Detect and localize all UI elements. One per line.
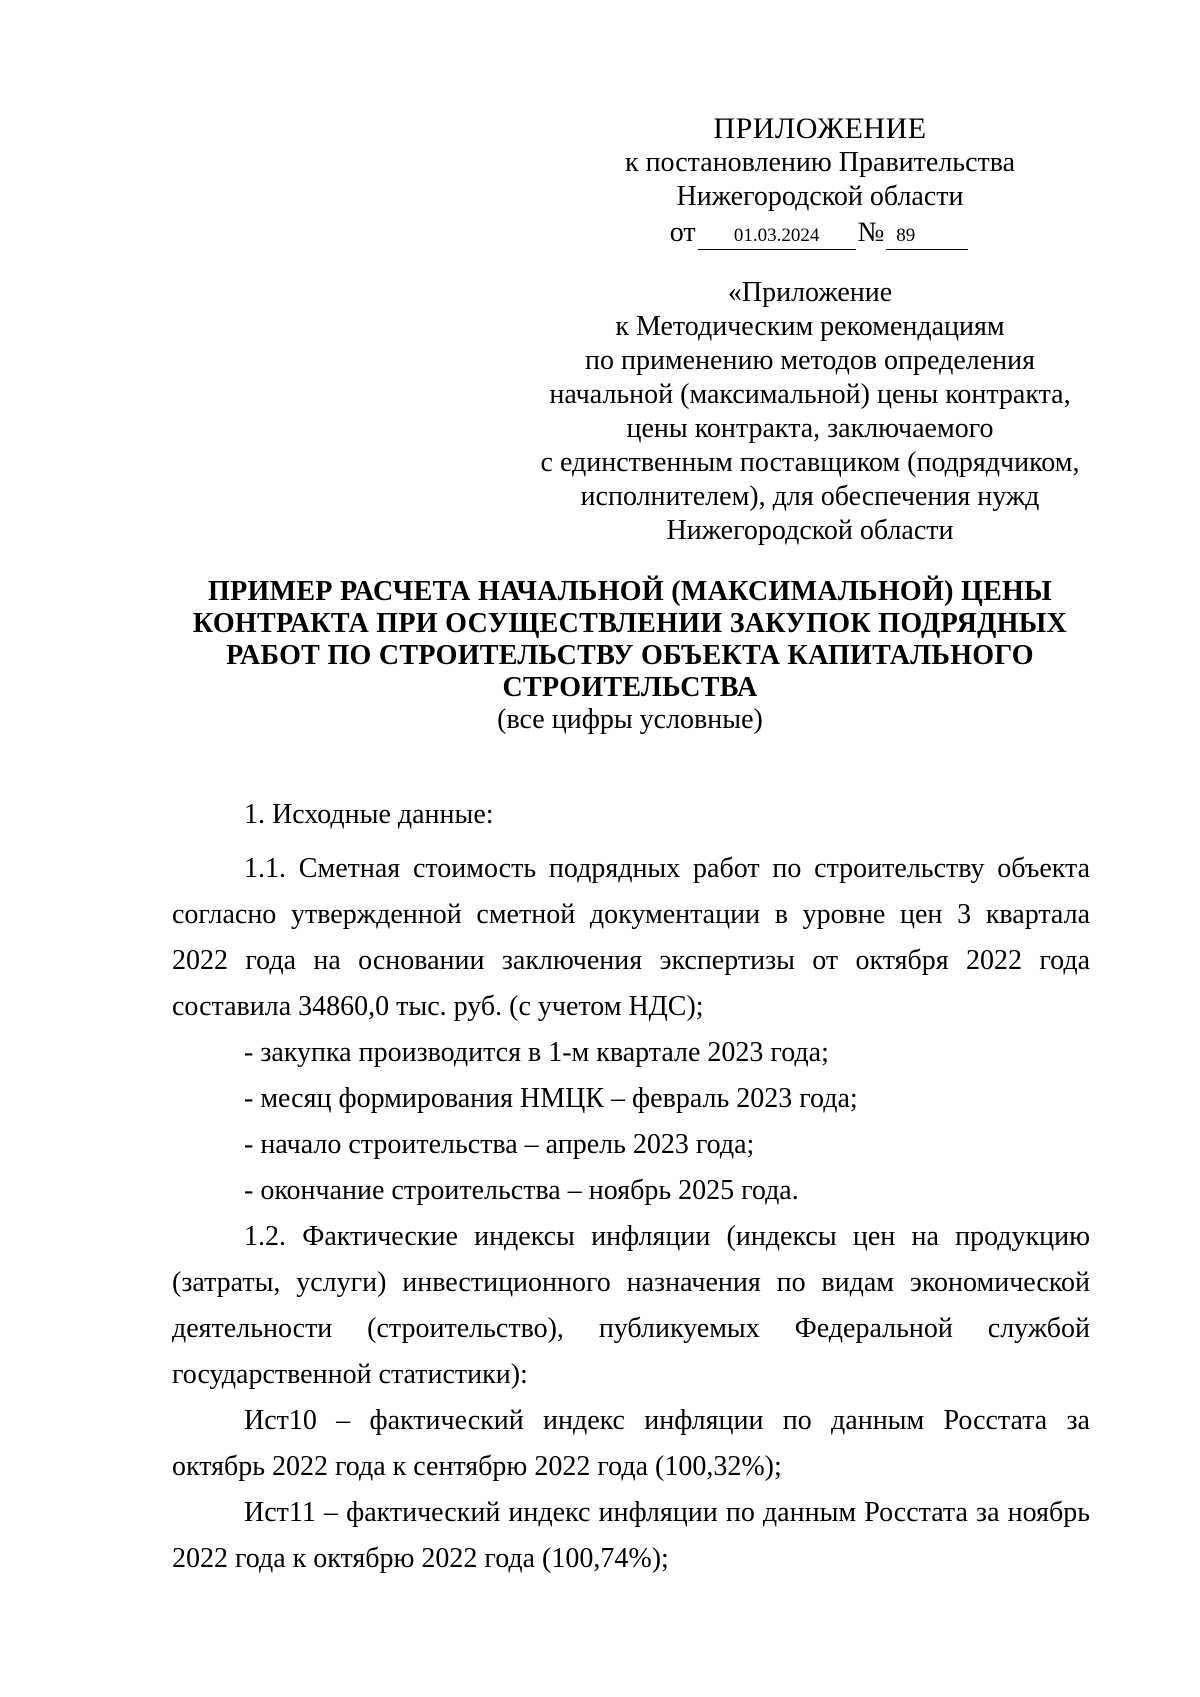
number-sign: № — [857, 217, 885, 248]
paragraph: 1.1. Сметная стоимость подрядных работ по строительству объекта согласно утвержденной сметной документации в уровне цен 3 квартала 2022 года на основании заключения экспертизы от октября 2022 года составила 34860,0 тыс. руб. (с учетом НДС); — [172, 853, 1090, 1022]
appendix-title: ПРИЛОЖЕНИЕ — [713, 112, 927, 145]
title-line: РАБОТ ПО СТРОИТЕЛЬСТВУ ОБЪЕКТА КАПИТАЛЬНОГО — [226, 640, 1034, 671]
paragraph: Ист11 – фактический индекс инфляции по данным Росстата за ноябрь 2022 года к октябрю 2022 года (100,74%); — [172, 1497, 1090, 1574]
title-line: СТРОИТЕЛЬСТВА — [502, 672, 758, 703]
sub-appendix-line: начальной (максимальной) цены контракта, — [549, 379, 1071, 410]
header-line-1: к постановлению Правительства — [624, 147, 1016, 178]
resolution-date-number — [600, 216, 1040, 250]
sub-appendix-line: с единственным поставщиком (подрядчиком, — [540, 447, 1080, 478]
paragraph: 1. Исходные данные: — [244, 799, 494, 830]
resolution-number: 89 — [886, 225, 968, 250]
sub-appendix-line: исполнителем), для обеспечения нужд — [580, 481, 1040, 512]
sub-appendix-line: по применению методов определения — [584, 345, 1036, 376]
document-title — [160, 576, 1100, 736]
sub-appendix-line: цены контракта, заключаемого — [626, 413, 994, 444]
resolution-date: 01.03.2024 — [698, 225, 856, 250]
from-label: от — [669, 217, 696, 248]
sub-appendix-line: Нижегородской области — [666, 515, 954, 546]
document-body — [172, 792, 1090, 1582]
paragraph: Ист10 – фактический индекс инфляции по данным Росстата за октябрь 2022 года к сентябрю 2022 года (100,32%); — [172, 1405, 1090, 1482]
header-line-2: Нижегородской области — [676, 181, 964, 212]
appendix-header — [600, 112, 1040, 250]
list-item: - окончание строительства – ноябрь 2025 года. — [244, 1175, 799, 1206]
title-line: ПРИМЕР РАСЧЕТА НАЧАЛЬНОЙ (МАКСИМАЛЬНОЙ) ЦЕНЫ — [208, 576, 1052, 607]
list-item: - закупка производится в 1-м квартале 2023 года; — [244, 1037, 829, 1068]
sub-appendix-block — [540, 276, 1080, 548]
list-item: - начало строительства – апрель 2023 года; — [244, 1129, 755, 1160]
title-line: КОНТРАКТА ПРИ ОСУЩЕСТВЛЕНИИ ЗАКУПОК ПОДРЯДНЫХ — [192, 608, 1068, 639]
paragraph: 1.2. Фактические индексы инфляции (индексы цен на продукцию (затраты, услуги) инвестиционного назначения по видам экономической деятельности (строительство), публикуемых Федеральной службой государственной статистики): — [172, 1221, 1090, 1390]
list-item: - месяц формирования НМЦК – февраль 2023 года; — [244, 1083, 858, 1114]
title-subtitle: (все цифры условные) — [497, 704, 763, 735]
sub-appendix-line: к Методическим рекомендациям — [615, 311, 1005, 342]
sub-appendix-line: «Приложение — [727, 277, 893, 308]
